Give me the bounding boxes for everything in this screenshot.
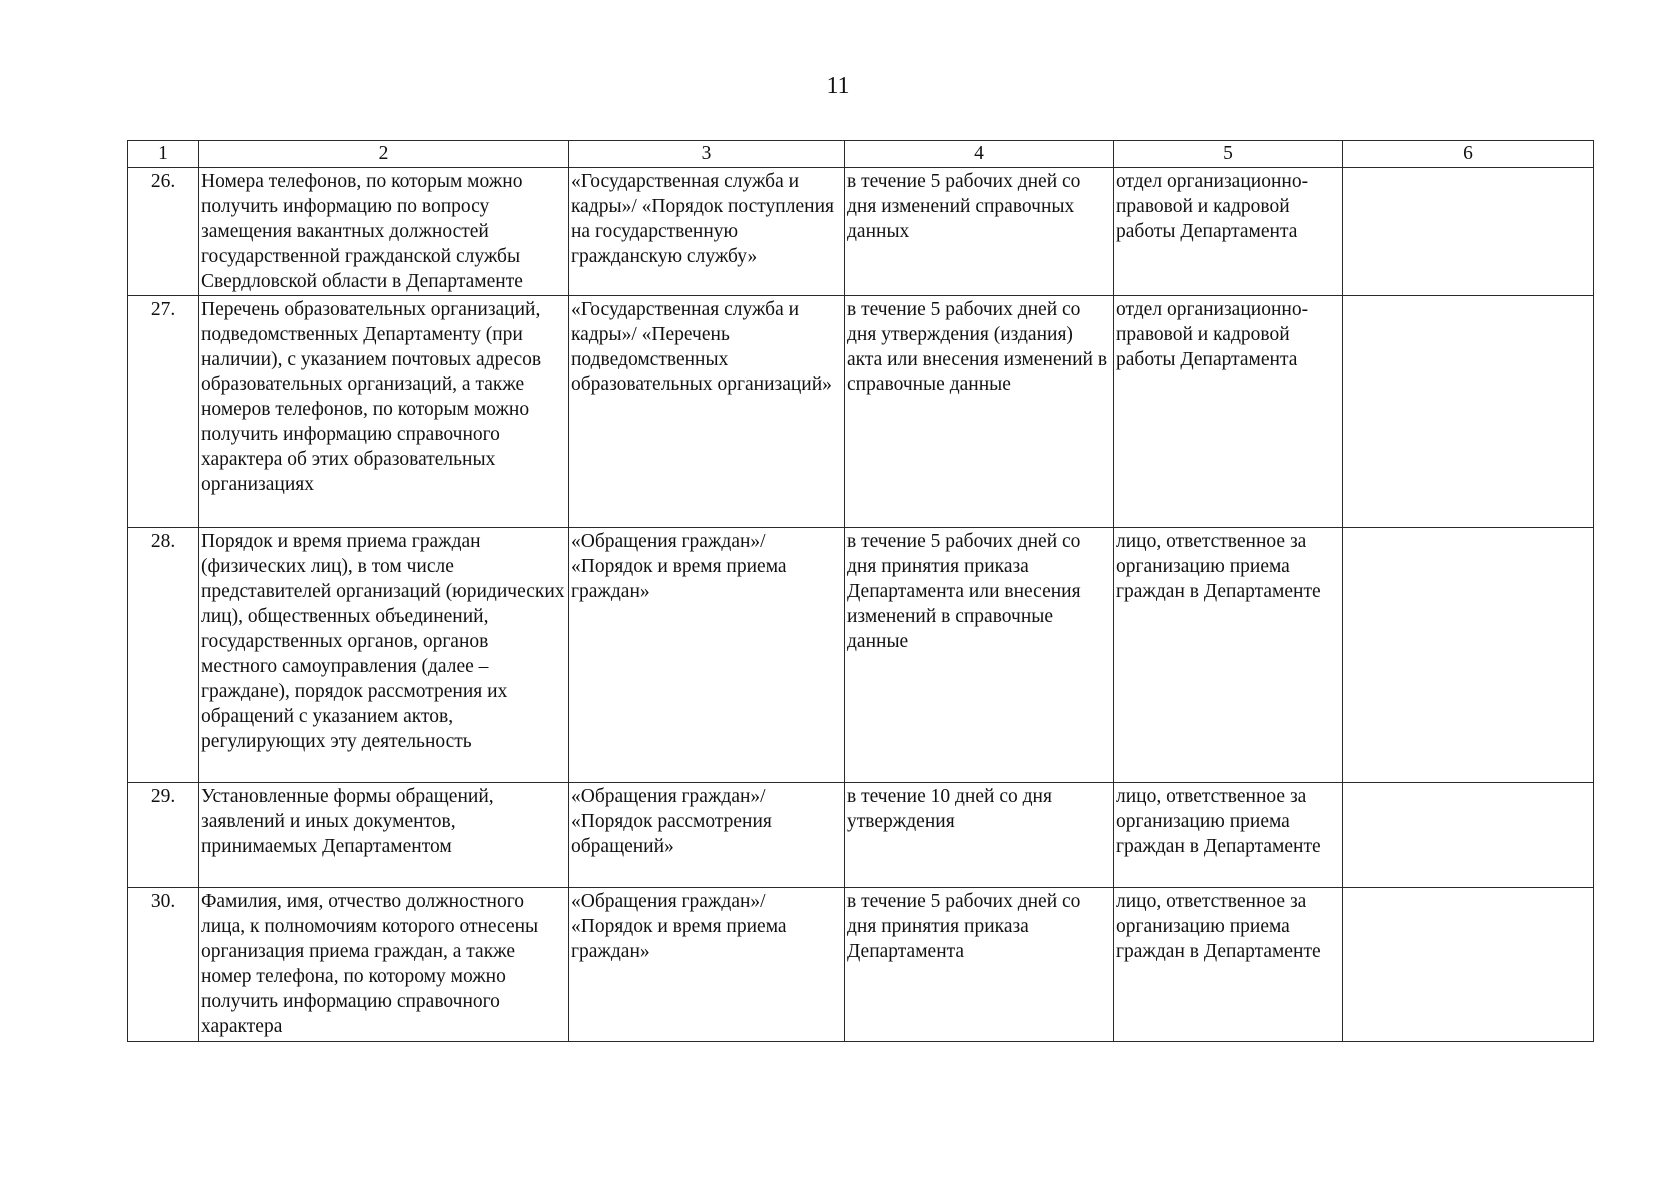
column-header: 6 [1343,141,1594,168]
column-header: 5 [1114,141,1343,168]
section-cell: «Обращения граждан»/ «Порядок рассмотрения обращений» [569,783,845,888]
column-header: 3 [569,141,845,168]
responsible-cell: лицо, ответственное за организацию приема граждан в Департаменте [1114,528,1343,783]
info-cell: Номера телефонов, по которым можно получить информацию по вопросу замещения вакантных должностей государственной гражданской службы Свердловской области в Департаменте [199,168,569,296]
table-header-row [128,141,1594,168]
note-cell [1343,888,1594,1042]
note-cell [1343,528,1594,783]
table-row [128,888,1594,1042]
table-row [128,168,1594,296]
row-number: 28. [128,528,199,783]
table-row [128,296,1594,528]
info-cell: Установленные формы обращений, заявлений и иных документов, принимаемых Департаментом [199,783,569,888]
note-cell [1343,783,1594,888]
column-header: 1 [128,141,199,168]
deadline-cell: в течение 10 дней со дня утверждения [845,783,1114,888]
info-cell: Порядок и время приема граждан (физических лиц), в том числе представителей организаций (юридических лиц), общественных объединений, государственных органов, органов местного самоуправления (далее – граждане), порядок рассмотрения их обращений с указанием актов, регулирующих эту деятельность [199,528,569,783]
row-number: 26. [128,168,199,296]
table-row [128,528,1594,783]
responsible-cell: лицо, ответственное за организацию приема граждан в Департаменте [1114,783,1343,888]
responsible-cell: лицо, ответственное за организацию приема граждан в Департаменте [1114,888,1343,1042]
column-header: 2 [199,141,569,168]
responsible-cell: отдел организационно-правовой и кадровой работы Департамента [1114,168,1343,296]
info-cell: Перечень образовательных организаций, подведомственных Департаменту (при наличии), с указанием почтовых адресов образовательных организаций, а также номеров телефонов, по которым можно получить информацию справочного характера об этих образовательных организациях [199,296,569,528]
column-header: 4 [845,141,1114,168]
row-number: 27. [128,296,199,528]
table-row [128,783,1594,888]
responsible-cell: отдел организационно-правовой и кадровой работы Департамента [1114,296,1343,528]
page-number: 11 [826,73,850,99]
info-cell: Фамилия, имя, отчество должностного лица, к полномочиям которого отнесены организация приема граждан, а также номер телефона, по которому можно получить информацию справочного характера [199,888,569,1042]
section-cell: «Государственная служба и кадры»/ «Порядок поступления на государственную гражданскую службу» [569,168,845,296]
note-cell [1343,168,1594,296]
deadline-cell: в течение 5 рабочих дней со дня изменений справочных данных [845,168,1114,296]
note-cell [1343,296,1594,528]
row-number: 29. [128,783,199,888]
deadline-cell: в течение 5 рабочих дней со дня принятия приказа Департамента или внесения изменений в справочные данные [845,528,1114,783]
section-cell: «Государственная служба и кадры»/ «Перечень подведомственных образовательных организаций» [569,296,845,528]
section-cell: «Обращения граждан»/ «Порядок и время приема граждан» [569,888,845,1042]
information-table [127,140,1594,1042]
deadline-cell: в течение 5 рабочих дней со дня принятия приказа Департамента [845,888,1114,1042]
row-number: 30. [128,888,199,1042]
section-cell: «Обращения граждан»/ «Порядок и время приема граждан» [569,528,845,783]
deadline-cell: в течение 5 рабочих дней со дня утверждения (издания) акта или внесения изменений в справочные данные [845,296,1114,528]
